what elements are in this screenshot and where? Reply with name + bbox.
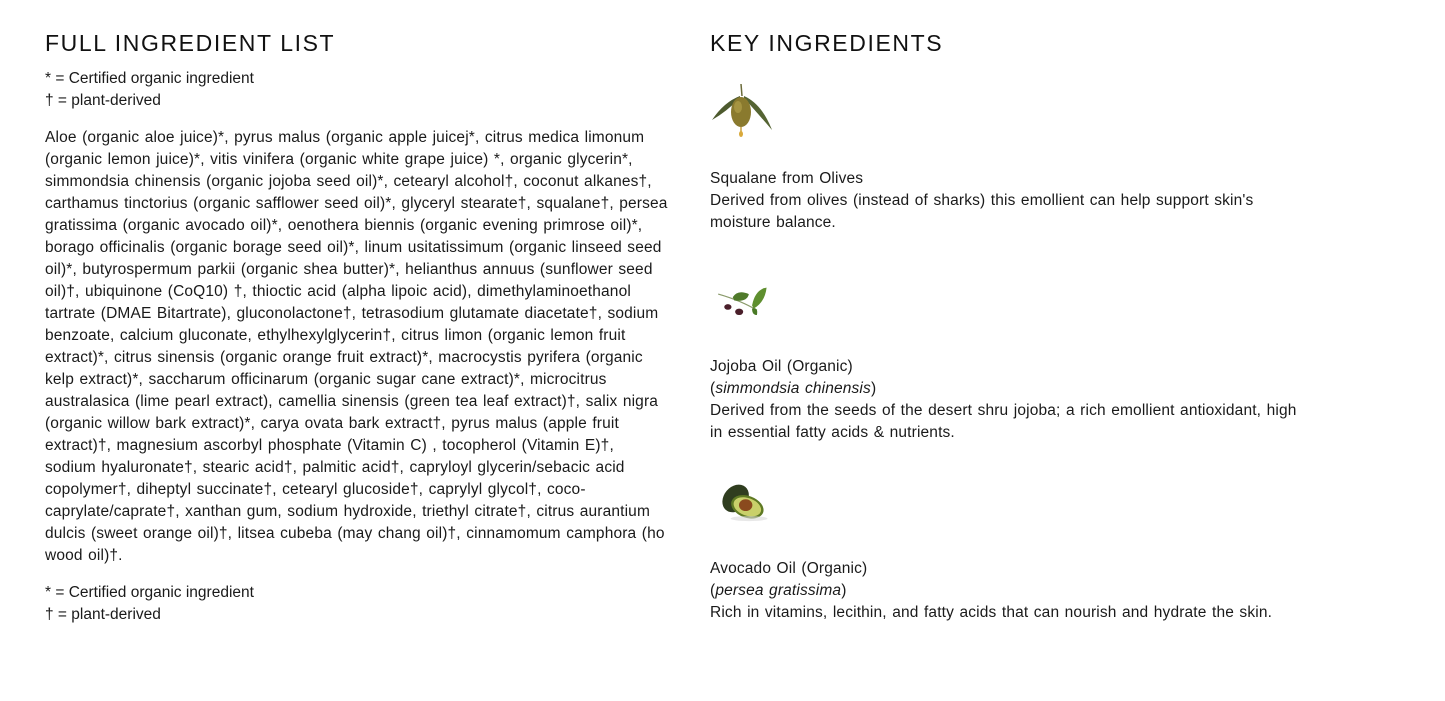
key-ingredient-name: Squalane from Olives: [710, 170, 864, 187]
full-ingredient-list-title: FULL INGREDIENT LIST: [45, 30, 336, 56]
key-ingredient-latin: (persea gratissima): [710, 582, 847, 599]
legend-bottom: [45, 582, 670, 626]
key-ingredients-section: [710, 28, 1310, 621]
latin-name: persea gratissima: [715, 582, 842, 599]
key-ingredients-title: KEY INGREDIENTS: [710, 30, 944, 56]
key-ingredient-description: Derived from the seeds of the desert shru jojoba; a rich emollient antioxidant, high in essential fatty acids & nutrients.: [710, 402, 1297, 441]
ingredients-text: Aloe (organic aloe juice)*, pyrus malus (organic apple juicej*, citrus medica limonum (organic lemon juice)*, vitis vinifera (organic white grape juice) *, organic glycerin*, simmondsia chinensis (organic jojoba seed oil)*, cetearyl alcohol†, coconut alkanes†, carthamus tinctorius (organic safflower seed oil)*, glyceryl stearate†, squalane†, persea gratissima (organic avocado oil)*, oenothera biennis (organic evening primrose oil)*, borago officinalis (organic borage seed oil)*, linum usitatissimum (organic linseed seed oil)*, butyrospermum parkii (organic shea butter)*, helianthus annuus (sunflower seed oil)†, ubiquinone (CoQ10) †, thioctic acid (alpha lipoic acid), dimethylaminoethanol tartrate (DMAE Bitartrate), gluconolactone†, tetrasodium glutamate diacetate†, sodium benzoate, calcium gluconate, ethylhexylglycerin†, citrus limon (organic lemon fruit extract)*, citrus sinensis (organic orange fruit extract)*, macrocystis pyrifera (organic kelp extract)*, saccharum officinarum (organic sugar cane extract)*, microcitrus australasica (lime pearl extract), camellia sinensis (green tea leaf extract)†, salix nigra (organic willow bark extract)*, carya ovata bark extract†, pyrus malus (apple fruit extract)†, magnesium ascorbyl phosphate (Vitamin C) , tocopherol (Vitamin E)†, sodium hyaluronate†, stearic acid†, palmitic acid†, capryloyl glycerin/sebacic acid copolymer†, diheptyl succinate†, cetearyl glucoside†, caprylyl glycol†, coco-caprylate/caprate†, xanthan gum, sodium hydroxide, triethyl citrate†, citrus aurantium dulcis (sweet orange oil)†, litsea cubeba (may chang oil)†, cinnamomum camphora (ho wood oil)†.: [45, 129, 668, 564]
key-ingredient-name: Jojoba Oil (Organic): [710, 358, 853, 375]
legend-plant-derived: † = plant-derived: [45, 606, 161, 623]
key-ingredient-avocado: [710, 480, 1310, 624]
full-ingredient-list-section: [45, 28, 670, 626]
legend-plant-derived: † = plant-derived: [45, 92, 161, 109]
jojoba-icon: [710, 286, 778, 336]
key-ingredient-name: Avocado Oil (Organic): [710, 560, 868, 577]
key-ingredient-squalane: [710, 80, 1310, 234]
olive-icon: [710, 80, 778, 142]
legend-organic: * = Certified organic ingredient: [45, 70, 254, 87]
legend-top: [45, 68, 670, 112]
legend-organic: * = Certified organic ingredient: [45, 584, 254, 601]
latin-name: simmondsia chinensis: [715, 380, 871, 397]
key-ingredient-latin: (simmondsia chinensis): [710, 380, 877, 397]
key-ingredient-description: Rich in vitamins, lecithin, and fatty acids that can nourish and hydrate the skin.: [710, 604, 1273, 621]
key-ingredient-description: Derived from olives (instead of sharks) this emollient can help support skin's moisture balance.: [710, 192, 1254, 231]
avocado-icon: [710, 480, 778, 532]
key-ingredient-jojoba: [710, 286, 1310, 444]
